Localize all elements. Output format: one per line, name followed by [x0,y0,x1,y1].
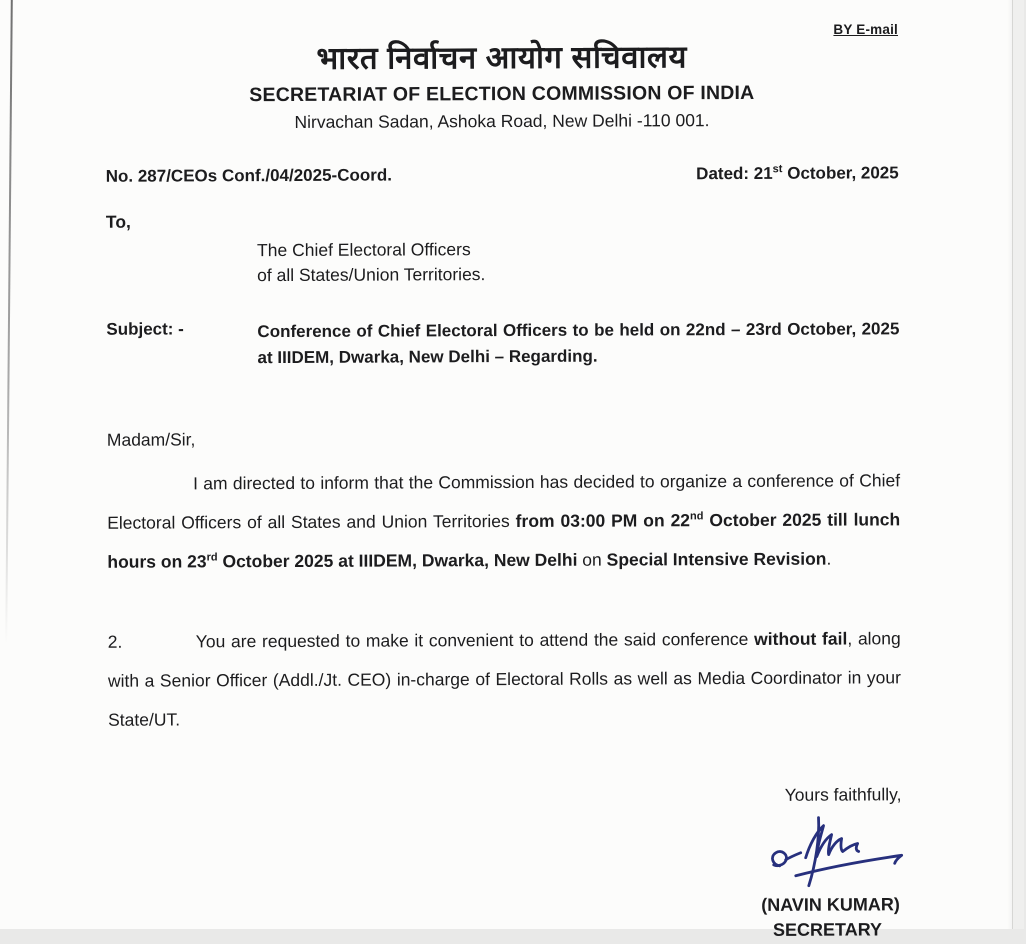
date-ordinal: st [772,163,783,176]
reference-number: No. 287/CEOs Conf./04/2025-Coord. [105,165,392,186]
signature-ink [761,811,911,890]
salutation: Madam/Sir, [106,429,196,450]
ordinal-superscript: rd [206,551,218,564]
reference-row [106,163,899,186]
subject-block [106,316,899,371]
closing-phrase: Yours faithfully, [784,784,902,805]
paragraph-1: I am directed to inform that the Commission has decided to organize a conference of Chief Electoral Officers of all States and Union Territories from 03:00 PM on 22nd October 2025 till lunch hours on 23rd October 2025 at IIIDEM, Dwarka, New Delhi on Special Intensive Revision. [107,470,901,572]
signoff-block [108,784,902,943]
addressee-line1: The Chief Electoral Officers [256,239,471,261]
to-label: To, [105,211,131,232]
signatory-designation: SECRETARY [772,919,883,940]
addressee-block [106,208,899,288]
delivery-mode-label: BY E-mail [833,22,898,37]
subject-label: Subject: - [106,319,184,339]
signatory-name: (NAVIN KUMAR) [761,894,900,915]
org-address: Nirvachan Sadan, Ashoka Road, New Delhi -110 001. [294,110,710,132]
subject-text: Conference of Chief Electoral Officers to be held on 22nd – 23rd October, 2025 at IIIDEM, Dwarka, New Delhi – Regarding. [257,319,900,368]
org-title-hindi: भारत निर्वाचन आयोग सचिवालय [316,39,688,76]
paragraph-2: 2. You are requested to make it convenient to attend the said conference without fail, along with a Senior Officer (Addl./Jt. CEO) in-charge of Electoral Rolls as well as Media Coordinator in your State/UT. [108,619,902,739]
org-title-english: SECRETARIAT OF ELECTION COMMISSION OF INDIA [249,81,755,107]
addressee-lines [257,235,899,288]
ordinal-superscript: nd [689,510,704,523]
letterhead [105,0,899,134]
letter-date: Dated: 21st October, 2025 [696,163,899,184]
addressee-line2: of all States/Union Territories. [257,264,486,286]
paragraph-number: 2. [107,631,123,652]
signature-icon [761,811,911,890]
